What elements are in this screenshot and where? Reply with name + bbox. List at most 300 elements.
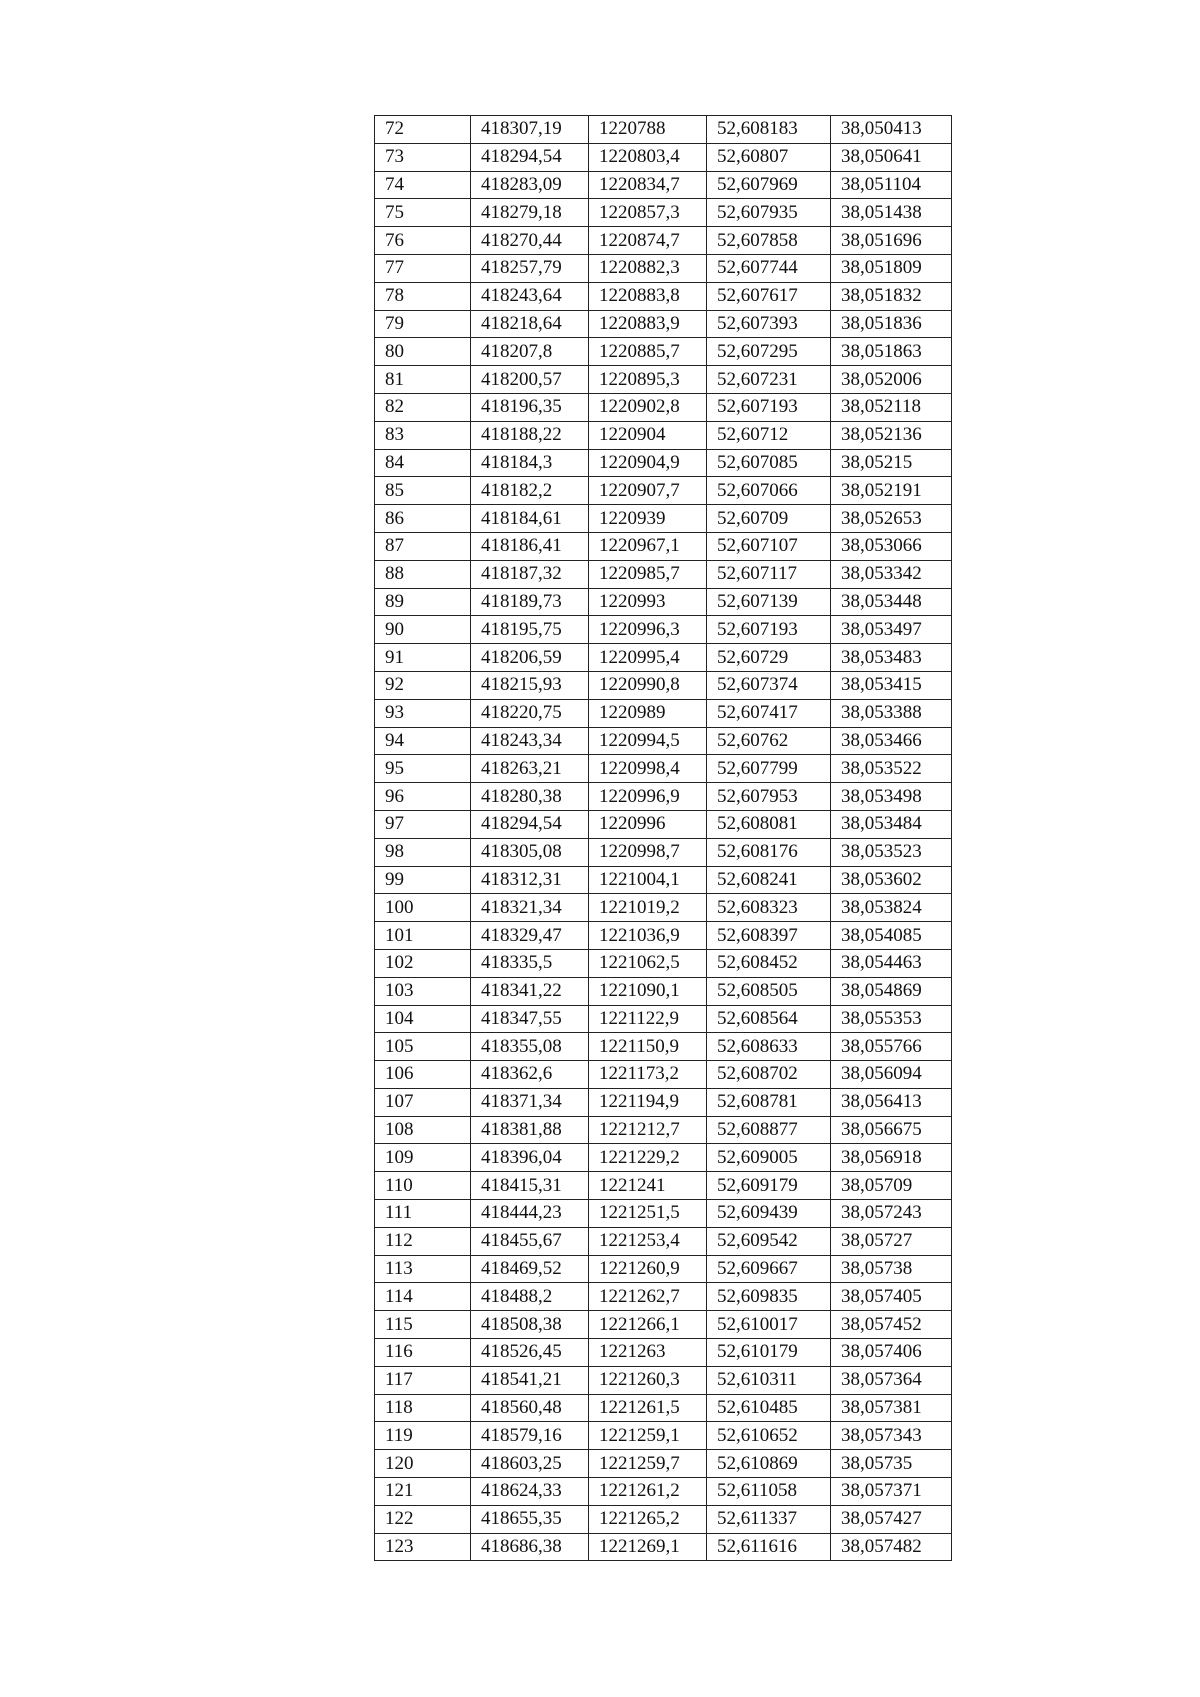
latitude-cell: 52,608081: [707, 810, 831, 838]
point-number-cell: 82: [375, 393, 471, 421]
table-row: [375, 1505, 952, 1533]
longitude-cell: 38,053415: [831, 671, 952, 699]
table-row: [375, 1422, 952, 1450]
latitude-cell: 52,608633: [707, 1033, 831, 1061]
latitude-cell: 52,609179: [707, 1172, 831, 1200]
y-coordinate-cell: 1220904: [589, 421, 707, 449]
table-row: [375, 699, 952, 727]
longitude-cell: 38,053522: [831, 755, 952, 783]
x-coordinate-cell: 418196,35: [471, 393, 589, 421]
longitude-cell: 38,051863: [831, 338, 952, 366]
latitude-cell: 52,609542: [707, 1227, 831, 1255]
x-coordinate-cell: 418305,08: [471, 838, 589, 866]
point-number-cell: 111: [375, 1200, 471, 1228]
point-number-cell: 91: [375, 644, 471, 672]
y-coordinate-cell: 1220995,4: [589, 644, 707, 672]
point-number-cell: 116: [375, 1339, 471, 1367]
point-number-cell: 92: [375, 671, 471, 699]
x-coordinate-cell: 418307,19: [471, 116, 589, 144]
x-coordinate-cell: 418355,08: [471, 1033, 589, 1061]
x-coordinate-cell: 418381,88: [471, 1116, 589, 1144]
table-row: [375, 671, 952, 699]
table-row: [375, 449, 952, 477]
latitude-cell: 52,610869: [707, 1450, 831, 1478]
table-row: [375, 310, 952, 338]
y-coordinate-cell: 1220788: [589, 116, 707, 144]
y-coordinate-cell: 1220989: [589, 699, 707, 727]
point-number-cell: 122: [375, 1505, 471, 1533]
point-number-cell: 87: [375, 532, 471, 560]
longitude-cell: 38,052136: [831, 421, 952, 449]
table-row: [375, 810, 952, 838]
point-number-cell: 74: [375, 171, 471, 199]
table-row: [375, 894, 952, 922]
point-number-cell: 95: [375, 755, 471, 783]
point-number-cell: 99: [375, 866, 471, 894]
latitude-cell: 52,608452: [707, 949, 831, 977]
x-coordinate-cell: 418415,31: [471, 1172, 589, 1200]
latitude-cell: 52,607393: [707, 310, 831, 338]
longitude-cell: 38,057243: [831, 1200, 952, 1228]
x-coordinate-cell: 418283,09: [471, 171, 589, 199]
latitude-cell: 52,608183: [707, 116, 831, 144]
table-row: [375, 1450, 952, 1478]
latitude-cell: 52,610485: [707, 1394, 831, 1422]
y-coordinate-cell: 1220885,7: [589, 338, 707, 366]
x-coordinate-cell: 418218,64: [471, 310, 589, 338]
point-number-cell: 113: [375, 1255, 471, 1283]
longitude-cell: 38,057406: [831, 1339, 952, 1367]
table-row: [375, 1061, 952, 1089]
x-coordinate-cell: 418294,54: [471, 143, 589, 171]
point-number-cell: 112: [375, 1227, 471, 1255]
x-coordinate-cell: 418469,52: [471, 1255, 589, 1283]
latitude-cell: 52,60709: [707, 505, 831, 533]
x-coordinate-cell: 418220,75: [471, 699, 589, 727]
point-number-cell: 88: [375, 560, 471, 588]
y-coordinate-cell: 1220998,7: [589, 838, 707, 866]
latitude-cell: 52,608702: [707, 1061, 831, 1089]
point-number-cell: 114: [375, 1283, 471, 1311]
table-row: [375, 143, 952, 171]
y-coordinate-cell: 1221259,1: [589, 1422, 707, 1450]
table-row: [375, 227, 952, 255]
table-row: [375, 1283, 952, 1311]
x-coordinate-cell: 418655,35: [471, 1505, 589, 1533]
latitude-cell: 52,608397: [707, 922, 831, 950]
latitude-cell: 52,608323: [707, 894, 831, 922]
y-coordinate-cell: 1220834,7: [589, 171, 707, 199]
latitude-cell: 52,607799: [707, 755, 831, 783]
point-number-cell: 101: [375, 922, 471, 950]
point-number-cell: 81: [375, 366, 471, 394]
table-row: [375, 783, 952, 811]
longitude-cell: 38,051809: [831, 254, 952, 282]
longitude-cell: 38,056094: [831, 1061, 952, 1089]
table-row: [375, 338, 952, 366]
longitude-cell: 38,057381: [831, 1394, 952, 1422]
x-coordinate-cell: 418321,34: [471, 894, 589, 922]
y-coordinate-cell: 1221173,2: [589, 1061, 707, 1089]
longitude-cell: 38,053388: [831, 699, 952, 727]
y-coordinate-cell: 1220996,9: [589, 783, 707, 811]
x-coordinate-cell: 418184,3: [471, 449, 589, 477]
latitude-cell: 52,60807: [707, 143, 831, 171]
longitude-cell: 38,051438: [831, 199, 952, 227]
x-coordinate-cell: 418279,18: [471, 199, 589, 227]
y-coordinate-cell: 1221265,2: [589, 1505, 707, 1533]
y-coordinate-cell: 1220985,7: [589, 560, 707, 588]
y-coordinate-cell: 1220883,9: [589, 310, 707, 338]
table-row: [375, 1339, 952, 1367]
latitude-cell: 52,610017: [707, 1311, 831, 1339]
latitude-cell: 52,607374: [707, 671, 831, 699]
table-row: [375, 199, 952, 227]
table-row: [375, 866, 952, 894]
y-coordinate-cell: 1221269,1: [589, 1533, 707, 1561]
x-coordinate-cell: 418188,22: [471, 421, 589, 449]
longitude-cell: 38,056413: [831, 1088, 952, 1116]
table-row: [375, 588, 952, 616]
x-coordinate-cell: 418207,8: [471, 338, 589, 366]
x-coordinate-cell: 418189,73: [471, 588, 589, 616]
table-row: [375, 1116, 952, 1144]
point-number-cell: 102: [375, 949, 471, 977]
point-number-cell: 100: [375, 894, 471, 922]
latitude-cell: 52,607066: [707, 477, 831, 505]
y-coordinate-cell: 1221194,9: [589, 1088, 707, 1116]
latitude-cell: 52,610179: [707, 1339, 831, 1367]
table-row: [375, 1200, 952, 1228]
longitude-cell: 38,051696: [831, 227, 952, 255]
latitude-cell: 52,60762: [707, 727, 831, 755]
latitude-cell: 52,607193: [707, 393, 831, 421]
x-coordinate-cell: 418270,44: [471, 227, 589, 255]
longitude-cell: 38,052653: [831, 505, 952, 533]
y-coordinate-cell: 1221036,9: [589, 922, 707, 950]
table-row: [375, 1005, 952, 1033]
y-coordinate-cell: 1221263: [589, 1339, 707, 1367]
x-coordinate-cell: 418579,16: [471, 1422, 589, 1450]
point-number-cell: 72: [375, 116, 471, 144]
longitude-cell: 38,053498: [831, 783, 952, 811]
x-coordinate-cell: 418263,21: [471, 755, 589, 783]
longitude-cell: 38,051836: [831, 310, 952, 338]
point-number-cell: 80: [375, 338, 471, 366]
latitude-cell: 52,608176: [707, 838, 831, 866]
latitude-cell: 52,60712: [707, 421, 831, 449]
point-number-cell: 119: [375, 1422, 471, 1450]
point-number-cell: 86: [375, 505, 471, 533]
x-coordinate-cell: 418243,64: [471, 282, 589, 310]
table-row: [375, 393, 952, 421]
point-number-cell: 89: [375, 588, 471, 616]
point-number-cell: 78: [375, 282, 471, 310]
table-row: [375, 116, 952, 144]
y-coordinate-cell: 1220874,7: [589, 227, 707, 255]
longitude-cell: 38,053523: [831, 838, 952, 866]
longitude-cell: 38,051832: [831, 282, 952, 310]
y-coordinate-cell: 1221253,4: [589, 1227, 707, 1255]
y-coordinate-cell: 1221122,9: [589, 1005, 707, 1033]
y-coordinate-cell: 1221266,1: [589, 1311, 707, 1339]
latitude-cell: 52,607193: [707, 616, 831, 644]
longitude-cell: 38,055353: [831, 1005, 952, 1033]
point-number-cell: 85: [375, 477, 471, 505]
x-coordinate-cell: 418603,25: [471, 1450, 589, 1478]
latitude-cell: 52,607231: [707, 366, 831, 394]
table-row: [375, 560, 952, 588]
x-coordinate-cell: 418329,47: [471, 922, 589, 950]
latitude-cell: 52,610311: [707, 1366, 831, 1394]
point-number-cell: 108: [375, 1116, 471, 1144]
x-coordinate-cell: 418206,59: [471, 644, 589, 672]
table-row: [375, 532, 952, 560]
latitude-cell: 52,607935: [707, 199, 831, 227]
y-coordinate-cell: 1220857,3: [589, 199, 707, 227]
point-number-cell: 103: [375, 977, 471, 1005]
latitude-cell: 52,607617: [707, 282, 831, 310]
y-coordinate-cell: 1220967,1: [589, 532, 707, 560]
table-row: [375, 477, 952, 505]
x-coordinate-cell: 418187,32: [471, 560, 589, 588]
table-row: [375, 421, 952, 449]
x-coordinate-cell: 418243,34: [471, 727, 589, 755]
y-coordinate-cell: 1220904,9: [589, 449, 707, 477]
table-row: [375, 644, 952, 672]
longitude-cell: 38,050413: [831, 116, 952, 144]
x-coordinate-cell: 418371,34: [471, 1088, 589, 1116]
latitude-cell: 52,607139: [707, 588, 831, 616]
point-number-cell: 73: [375, 143, 471, 171]
latitude-cell: 52,607953: [707, 783, 831, 811]
y-coordinate-cell: 1220907,7: [589, 477, 707, 505]
latitude-cell: 52,607858: [707, 227, 831, 255]
point-number-cell: 118: [375, 1394, 471, 1422]
longitude-cell: 38,054869: [831, 977, 952, 1005]
table-row: [375, 616, 952, 644]
table-row: [375, 838, 952, 866]
y-coordinate-cell: 1221259,7: [589, 1450, 707, 1478]
table-row: [375, 727, 952, 755]
point-number-cell: 77: [375, 254, 471, 282]
table-row: [375, 1533, 952, 1561]
point-number-cell: 105: [375, 1033, 471, 1061]
y-coordinate-cell: 1221251,5: [589, 1200, 707, 1228]
longitude-cell: 38,05215: [831, 449, 952, 477]
x-coordinate-cell: 418195,75: [471, 616, 589, 644]
longitude-cell: 38,054463: [831, 949, 952, 977]
x-coordinate-cell: 418541,21: [471, 1366, 589, 1394]
latitude-cell: 52,607107: [707, 532, 831, 560]
longitude-cell: 38,053483: [831, 644, 952, 672]
table-row: [375, 366, 952, 394]
longitude-cell: 38,052118: [831, 393, 952, 421]
point-number-cell: 94: [375, 727, 471, 755]
longitude-cell: 38,057405: [831, 1283, 952, 1311]
table-row: [375, 1172, 952, 1200]
latitude-cell: 52,609667: [707, 1255, 831, 1283]
y-coordinate-cell: 1221260,3: [589, 1366, 707, 1394]
y-coordinate-cell: 1221212,7: [589, 1116, 707, 1144]
table-row: [375, 1033, 952, 1061]
y-coordinate-cell: 1220998,4: [589, 755, 707, 783]
longitude-cell: 38,053602: [831, 866, 952, 894]
latitude-cell: 52,608877: [707, 1116, 831, 1144]
table-row: [375, 282, 952, 310]
y-coordinate-cell: 1221261,2: [589, 1478, 707, 1506]
point-number-cell: 79: [375, 310, 471, 338]
point-number-cell: 93: [375, 699, 471, 727]
longitude-cell: 38,057371: [831, 1478, 952, 1506]
y-coordinate-cell: 1220803,4: [589, 143, 707, 171]
latitude-cell: 52,607117: [707, 560, 831, 588]
point-number-cell: 104: [375, 1005, 471, 1033]
coordinates-table: [374, 115, 952, 1561]
table-row: [375, 254, 952, 282]
table-row: [375, 1088, 952, 1116]
table-row: [375, 1478, 952, 1506]
x-coordinate-cell: 418560,48: [471, 1394, 589, 1422]
longitude-cell: 38,051104: [831, 171, 952, 199]
table-row: [375, 505, 952, 533]
point-number-cell: 120: [375, 1450, 471, 1478]
longitude-cell: 38,053448: [831, 588, 952, 616]
latitude-cell: 52,608564: [707, 1005, 831, 1033]
point-number-cell: 76: [375, 227, 471, 255]
longitude-cell: 38,054085: [831, 922, 952, 950]
latitude-cell: 52,607417: [707, 699, 831, 727]
y-coordinate-cell: 1221062,5: [589, 949, 707, 977]
point-number-cell: 107: [375, 1088, 471, 1116]
point-number-cell: 110: [375, 1172, 471, 1200]
longitude-cell: 38,053484: [831, 810, 952, 838]
longitude-cell: 38,057427: [831, 1505, 952, 1533]
x-coordinate-cell: 418341,22: [471, 977, 589, 1005]
table-row: [375, 1255, 952, 1283]
x-coordinate-cell: 418624,33: [471, 1478, 589, 1506]
point-number-cell: 90: [375, 616, 471, 644]
table-row: [375, 1366, 952, 1394]
y-coordinate-cell: 1220996,3: [589, 616, 707, 644]
y-coordinate-cell: 1221004,1: [589, 866, 707, 894]
table-row: [375, 171, 952, 199]
y-coordinate-cell: 1220882,3: [589, 254, 707, 282]
table-row: [375, 755, 952, 783]
x-coordinate-cell: 418526,45: [471, 1339, 589, 1367]
longitude-cell: 38,053497: [831, 616, 952, 644]
point-number-cell: 98: [375, 838, 471, 866]
table-row: [375, 1311, 952, 1339]
point-number-cell: 117: [375, 1366, 471, 1394]
x-coordinate-cell: 418362,6: [471, 1061, 589, 1089]
latitude-cell: 52,611337: [707, 1505, 831, 1533]
y-coordinate-cell: 1221241: [589, 1172, 707, 1200]
table-row: [375, 922, 952, 950]
latitude-cell: 52,607295: [707, 338, 831, 366]
x-coordinate-cell: 418215,93: [471, 671, 589, 699]
point-number-cell: 109: [375, 1144, 471, 1172]
x-coordinate-cell: 418347,55: [471, 1005, 589, 1033]
y-coordinate-cell: 1220994,5: [589, 727, 707, 755]
point-number-cell: 83: [375, 421, 471, 449]
point-number-cell: 121: [375, 1478, 471, 1506]
latitude-cell: 52,609439: [707, 1200, 831, 1228]
latitude-cell: 52,607744: [707, 254, 831, 282]
longitude-cell: 38,057343: [831, 1422, 952, 1450]
x-coordinate-cell: 418488,2: [471, 1283, 589, 1311]
latitude-cell: 52,607969: [707, 171, 831, 199]
x-coordinate-cell: 418184,61: [471, 505, 589, 533]
latitude-cell: 52,609005: [707, 1144, 831, 1172]
y-coordinate-cell: 1221090,1: [589, 977, 707, 1005]
longitude-cell: 38,056675: [831, 1116, 952, 1144]
coordinates-table-body: [375, 116, 952, 1561]
y-coordinate-cell: 1221019,2: [589, 894, 707, 922]
longitude-cell: 38,052191: [831, 477, 952, 505]
x-coordinate-cell: 418508,38: [471, 1311, 589, 1339]
point-number-cell: 96: [375, 783, 471, 811]
longitude-cell: 38,057482: [831, 1533, 952, 1561]
x-coordinate-cell: 418444,23: [471, 1200, 589, 1228]
point-number-cell: 123: [375, 1533, 471, 1561]
longitude-cell: 38,055766: [831, 1033, 952, 1061]
latitude-cell: 52,608781: [707, 1088, 831, 1116]
table-row: [375, 949, 952, 977]
latitude-cell: 52,60729: [707, 644, 831, 672]
y-coordinate-cell: 1220895,3: [589, 366, 707, 394]
longitude-cell: 38,053466: [831, 727, 952, 755]
x-coordinate-cell: 418257,79: [471, 254, 589, 282]
table-row: [375, 977, 952, 1005]
y-coordinate-cell: 1221150,9: [589, 1033, 707, 1061]
latitude-cell: 52,607085: [707, 449, 831, 477]
longitude-cell: 38,057364: [831, 1366, 952, 1394]
longitude-cell: 38,053824: [831, 894, 952, 922]
longitude-cell: 38,05727: [831, 1227, 952, 1255]
x-coordinate-cell: 418312,31: [471, 866, 589, 894]
y-coordinate-cell: 1220996: [589, 810, 707, 838]
y-coordinate-cell: 1221262,7: [589, 1283, 707, 1311]
longitude-cell: 38,05738: [831, 1255, 952, 1283]
longitude-cell: 38,057452: [831, 1311, 952, 1339]
point-number-cell: 84: [375, 449, 471, 477]
longitude-cell: 38,053342: [831, 560, 952, 588]
y-coordinate-cell: 1221261,5: [589, 1394, 707, 1422]
latitude-cell: 52,609835: [707, 1283, 831, 1311]
point-number-cell: 75: [375, 199, 471, 227]
x-coordinate-cell: 418335,5: [471, 949, 589, 977]
x-coordinate-cell: 418686,38: [471, 1533, 589, 1561]
point-number-cell: 97: [375, 810, 471, 838]
x-coordinate-cell: 418280,38: [471, 783, 589, 811]
y-coordinate-cell: 1220993: [589, 588, 707, 616]
latitude-cell: 52,608241: [707, 866, 831, 894]
point-number-cell: 115: [375, 1311, 471, 1339]
longitude-cell: 38,05735: [831, 1450, 952, 1478]
x-coordinate-cell: 418186,41: [471, 532, 589, 560]
y-coordinate-cell: 1220939: [589, 505, 707, 533]
table-row: [375, 1144, 952, 1172]
x-coordinate-cell: 418396,04: [471, 1144, 589, 1172]
longitude-cell: 38,053066: [831, 532, 952, 560]
table-row: [375, 1394, 952, 1422]
longitude-cell: 38,05709: [831, 1172, 952, 1200]
y-coordinate-cell: 1220902,8: [589, 393, 707, 421]
x-coordinate-cell: 418455,67: [471, 1227, 589, 1255]
point-number-cell: 106: [375, 1061, 471, 1089]
latitude-cell: 52,611058: [707, 1478, 831, 1506]
